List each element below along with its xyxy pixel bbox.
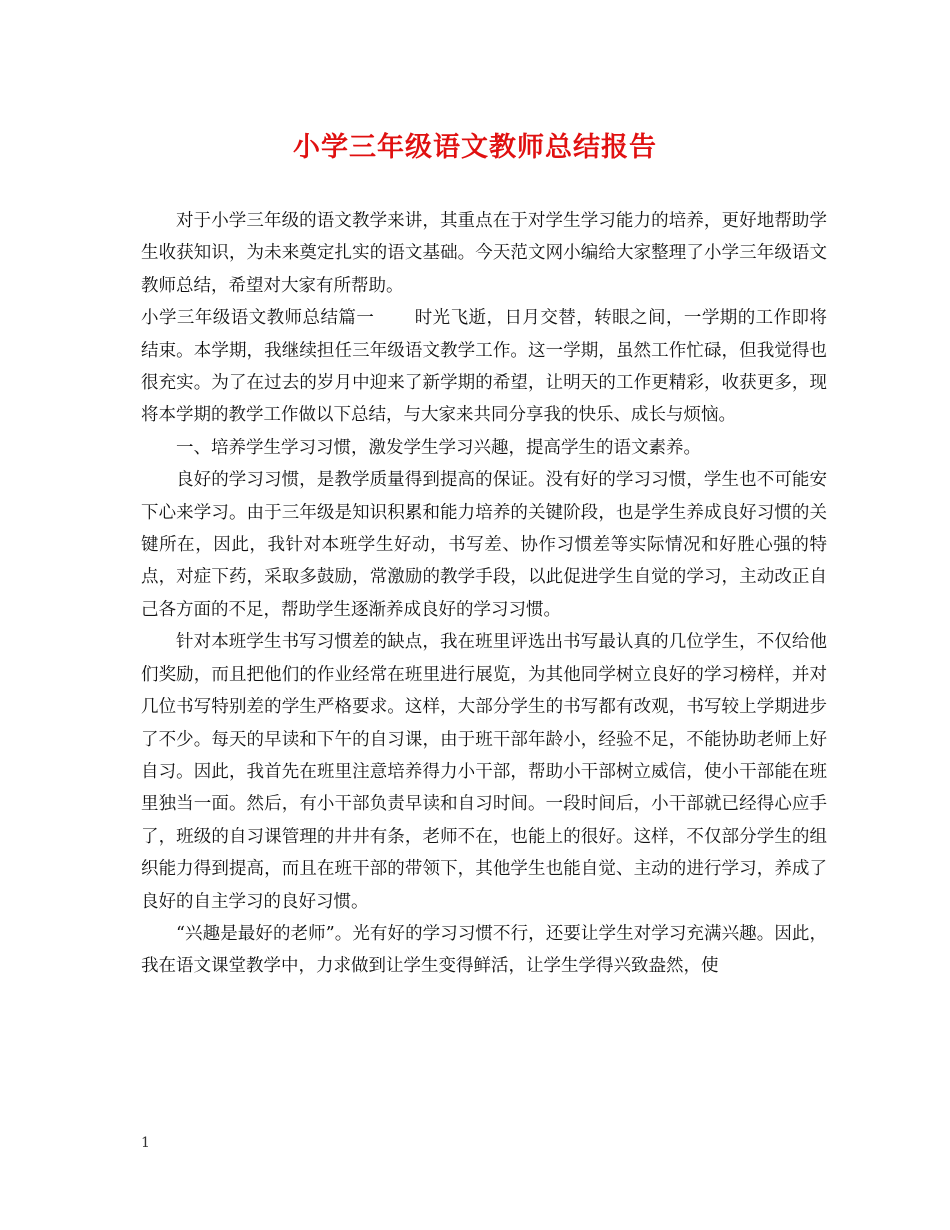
section-heading: 小学三年级语文教师总结篇一 bbox=[141, 308, 375, 329]
body-paragraph: 针对本班学生书写习惯差的缺点，我在班里评选出书写最认真的几位学生，不仅给他们奖励，而且把他们的作业经常在班里进行展览，为其他同学树立良好的学习榜样，并对几位书写特别差的学生严格要求。这样，大部分学生的书写都有改观，书写较上学期进步了不少。每天的早读和下午的自习课，由于班干部年龄小，经验不足，不能协助老师上好自习。因此，我首先在班里注意培养得力小干部，帮助小干部树立威信，使小干部能在班里独当一面。然后，有小干部负责早读和自习时间。一段时间后，小干部就已经得心应手了，班级的自习课管理的井井有条，老师不在，也能上的很好。这样，不仅部分学生的组织能力得到提高，而且在班干部的带领下，其他学生也能自觉、主动的进行学习，养成了良好的自主学习的良好习惯。 bbox=[141, 632, 827, 912]
section-intro: 时光飞逝，日月交替，转眼之间，一学期的工作即将结束。本学期，我继续担任三年级语文教学工作。这一学期，虽然工作忙碌，但我觉得也很充实。为了在过去的岁月中迎来了新学期的希望，让明天的工作更精彩，收获更多，现将本学期的教学工作做以下总结，与大家来共同分享我的快乐、成长与烦恼。 bbox=[141, 308, 828, 426]
page-number: 1 bbox=[141, 1135, 150, 1151]
body-paragraph: “兴趣是最好的老师”。光有好的学习习惯不行，还要让学生对学习充满兴趣。因此，我在语文课堂教学中，力求做到让学生变得鲜活，让学生学得兴致盎然，使 bbox=[141, 923, 827, 977]
intro-paragraph: 对于小学三年级的语文教学来讲，其重点在于对学生学习能力的培养，更好地帮助学生收获知识，为未来奠定扎实的语文基础。今天范文网小编给大家整理了小学三年级语文教师总结，希望对大家有所帮助。 bbox=[141, 211, 827, 296]
document-body bbox=[141, 205, 827, 983]
heading-paragraph: 一、培养学生学习习惯，激发学生学习兴趣，提高学生的语文素养。 bbox=[176, 437, 701, 458]
document-title: 小学三年级语文教师总结报告 bbox=[293, 132, 657, 163]
section-paragraph bbox=[141, 302, 827, 432]
body-paragraph: 良好的学习习惯，是教学质量得到提高的保证。没有好的学习习惯，学生也不可能安下心来学习。由于三年级是知识积累和能力培养的关键阶段，也是学生养成良好习惯的关键所在，因此，我针对本班学生好动，书写差、协作习惯差等实际情况和好胜心强的特点，对症下药，采取多鼓励，常激励的教学手段，以此促进学生自觉的学习，主动改正自己各方面的不足，帮助学生逐渐养成良好的学习习惯。 bbox=[141, 470, 827, 620]
